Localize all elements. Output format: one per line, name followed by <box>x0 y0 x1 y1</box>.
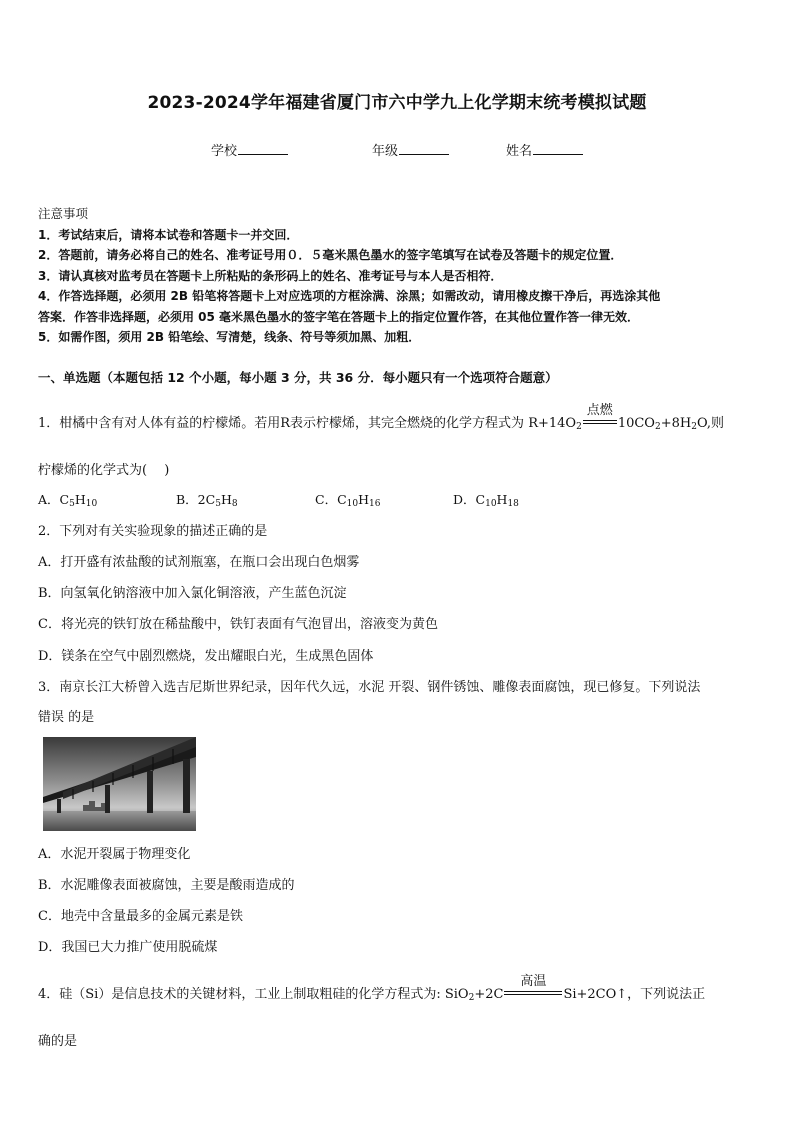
q1-subscript: 2 <box>576 422 582 432</box>
q3-option-a[interactable]: A．水泥开裂属于物理变化 <box>38 847 191 862</box>
q1-option-d[interactable]: D．$C_{10}H_{18}$ <box>453 492 519 509</box>
q4-stem-line2: 确的是 <box>38 1034 78 1049</box>
notice-item: 2．答题前，请务必将自己的姓名、准考证号用０．５毫米黑色墨水的签字笔填写在试卷及答题卡的规定位置． <box>38 248 623 262</box>
name-field <box>506 140 583 159</box>
q3-option-c[interactable]: C．地壳中含量最多的金属元素是铁 <box>38 909 243 924</box>
grade-blank[interactable] <box>399 142 449 155</box>
name-blank[interactable] <box>533 142 583 155</box>
q1-option-c[interactable]: C．$C_{10}H_{16}$ <box>315 492 381 509</box>
q2-option-b[interactable]: B．向氢氧化钠溶液中加入氯化铜溶液，产生蓝色沉淀 <box>38 586 347 601</box>
notice-block <box>38 204 758 348</box>
q1-equals-bar <box>583 420 617 424</box>
notice-item: 答案．作答非选择题，必须用 05 毫米黑色墨水的签字笔在答题卡上的指定位置作答，在其他位置作答一律无效． <box>38 309 640 324</box>
q4-reaction-condition <box>504 974 562 1002</box>
name-label: 姓名 <box>506 144 533 159</box>
q3-option-b[interactable]: B．水泥雕像表面被腐蚀，主要是酸雨造成的 <box>38 878 295 893</box>
student-info-row <box>0 140 794 160</box>
q4-condition-text: 高温 <box>520 974 547 989</box>
q4-stem-text: 4．硅（Si）是信息技术的关键材料，工业上制取粗硅的化学方程式为: SiO <box>38 987 469 1002</box>
section-title: 一、单选题（本题包括 12 个小题，每小题 3 分，共 36 分．每小题只有一个选项符合题意） <box>38 370 558 385</box>
bridge-image <box>43 737 196 831</box>
q3-stem: 3．南京长江大桥曾入选吉尼斯世界纪录，因年代久远，水泥 开裂、钢件锈蚀、雕像表面腐蚀，现已修复。下列说法 <box>38 680 701 695</box>
notice-heading: 注意事项 <box>38 206 89 221</box>
bridge-photo <box>43 737 196 831</box>
notice-item: 1．考试结束后，请将本试卷和答题卡一并交回． <box>38 227 299 242</box>
q1-stem <box>38 403 724 432</box>
q3-stem-line2: 错误 的是 <box>38 710 95 725</box>
q1-subscript: 2 <box>654 422 661 432</box>
q1-product-1: 10CO <box>617 416 655 431</box>
q2-option-c[interactable]: C．将光亮的铁钉放在稀盐酸中，铁钉表面有气泡冒出，溶液变为黄色 <box>38 617 438 632</box>
notice-item: 5．如需作图，须用 2B 铅笔绘、写清楚，线条、符号等须加黑、加粗． <box>38 330 421 344</box>
q4-stem <box>38 974 706 1003</box>
q1-stem-end: O,则 <box>696 416 724 431</box>
q4-stem-end: Si+2CO↑，下列说法正 <box>563 987 706 1002</box>
q1-subscript: 2 <box>691 422 697 432</box>
q1-product-2: +8H <box>660 416 692 431</box>
q4-equals-bar <box>504 991 562 995</box>
q1-option-b[interactable]: B．$2C_5H_8$ <box>176 492 238 509</box>
grade-label: 年级 <box>372 144 399 159</box>
school-label: 学校 <box>211 144 238 159</box>
school-blank[interactable] <box>238 142 288 155</box>
q2-option-a[interactable]: A．打开盛有浓盐酸的试剂瓶塞，在瓶口会出现白色烟雾 <box>38 555 360 570</box>
q1-option-a[interactable]: A．$C_5H_{10}$ <box>38 492 98 509</box>
q1-stem-line2: 柠檬烯的化学式为( ) <box>38 463 170 478</box>
page-title: 2023-2024学年福建省厦门市六中学九上化学期末统考模拟试题 <box>147 93 647 113</box>
q2-stem: 2．下列对有关实验现象的描述正确的是 <box>38 524 268 539</box>
q1-reaction-condition <box>583 403 617 431</box>
q2-option-d[interactable]: D．镁条在空气中剧烈燃烧，发出耀眼白光，生成黑色固体 <box>38 649 374 664</box>
q1-condition-text: 点燃 <box>586 403 613 418</box>
q1-stem-text: 1．柑橘中含有对人体有益的柠檬烯。若用R表示柠檬烯，其完全燃烧的化学方程式为 R+14O <box>38 416 577 431</box>
q4-subscript: 2 <box>468 993 475 1003</box>
grade-field <box>372 140 449 159</box>
notice-item: 4．作答选择题，必须用 2B 铅笔将答题卡上对应选项的方框涂满、涂黑；如需改动，请用橡皮擦干净后，再选涂其他 <box>38 289 661 303</box>
q4-reactant: +2C <box>474 987 504 1002</box>
q3-option-d[interactable]: D．我国已大力推广使用脱硫煤 <box>38 940 218 955</box>
notice-item: 3．请认真核对监考员在答题卡上所粘贴的条形码上的姓名、准考证号与本人是否相符． <box>38 268 503 283</box>
school-field <box>211 140 288 159</box>
